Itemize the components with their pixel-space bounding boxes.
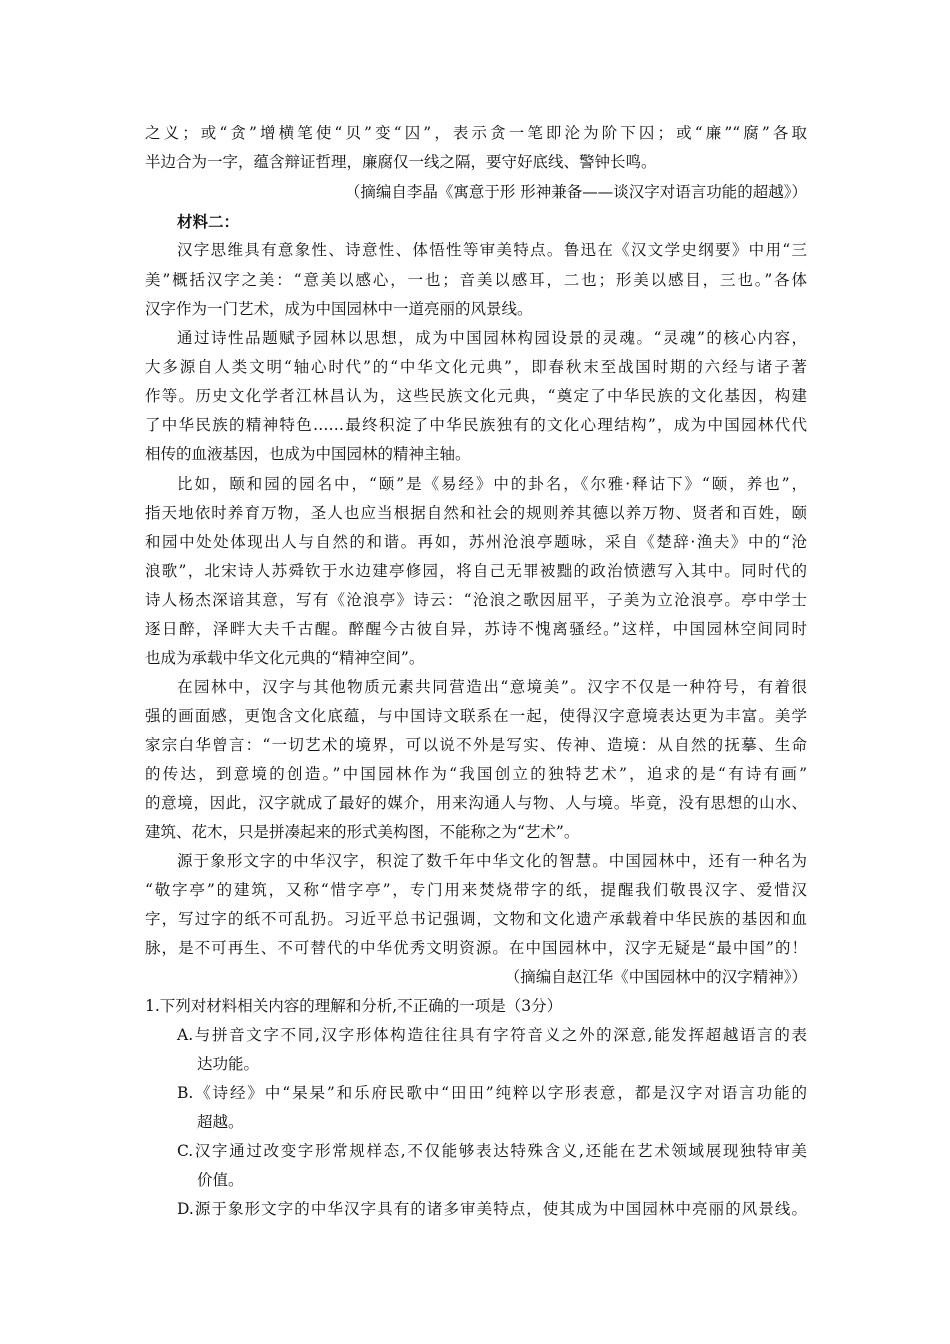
option-b: B.《诗经》中“杲杲”和乐府民歌中“田田”纯粹以字形表意，都是汉字对语言功能的 <box>177 1084 807 1102</box>
option-c: C.汉字通过改变字形常规样态,不仅能够表达特殊含义,还能在艺术领域展现独特审美 <box>177 1142 807 1160</box>
section-heading: 材料二： <box>177 212 240 231</box>
option-d: D.源于象形文字的中华汉字具有的诸多审美特点，使其成为中国园林中亮丽的风景线。 <box>177 1200 807 1218</box>
text-line: 强的画面感，更饱含文化底蕴，与中国诗文联系在一起，使得汉字意境表达更为丰富。美学 <box>145 707 807 725</box>
text-line: 半边合为一字，蕴含辩证哲理，廉腐仅一线之隔，要守好底线、警钟长鸣。 <box>145 153 657 171</box>
text-line: 和园中处处体现出人与自然的和谐。再如，苏州沧浪亭题咏，采自《楚辞·渔夫》中的“沧 <box>145 533 807 551</box>
text-line: 也成为承载中华文化元典的“精神空间”。 <box>145 649 425 667</box>
text-line: 家宗白华曾言：“一切艺术的境界，可以说不外是写实、传神、造境：从自然的抚摹、生命 <box>145 736 807 754</box>
text-line: “敬字亭”的建筑，又称“惜字亭”，专门用来焚烧带字的纸，提醒我们敬畏汉字、爱惜汉 <box>145 881 807 899</box>
option-b-cont: 超越。 <box>197 1113 244 1131</box>
text-line: 源于象形文字的中华汉字，积淀了数千年中华文化的智慧。中国园林中，还有一种名为 <box>177 852 807 870</box>
text-line: 之义；或“贪”增横笔使“贝”变“囚”，表示贪一笔即沦为阶下囚；或“廉”“腐”各取 <box>145 124 807 142</box>
text-line: 指天地依时养育万物，圣人也应当根据自然和社会的规则养其德以养万物、贤者和百姓，颐 <box>145 504 807 522</box>
text-line: 的传达，到意境的创造。”中国园林作为“我国创立的独特艺术”，追求的是“有诗有画” <box>145 765 807 783</box>
text-line: 汉字思维具有意象性、诗意性、体悟性等审美特点。鲁迅在《汉文学史纲要》中用“三 <box>177 241 807 259</box>
source-citation: （摘编自赵江华《中国园林中的汉字精神》） <box>504 968 807 986</box>
text-line: 逐日醉，泽畔大夫千古醒。醉醒今古彼自异，苏诗不愧离骚经。”这样，中国园林空间同时 <box>145 620 807 638</box>
text-line: 相传的血液基因，也成为中国园林的精神主轴。 <box>145 445 471 463</box>
option-c-cont: 价值。 <box>197 1171 244 1189</box>
text-line: 通过诗性品题赋予园林以思想，成为中国园林构园设景的灵魂。“灵魂”的核心内容， <box>177 329 807 347</box>
text-line: 浪歌”，北宋诗人苏舜钦于水边建亭修园，将自己无罪被黜的政治愤懑写入其中。同时代的 <box>145 562 807 580</box>
question-stem: 1.下列对材料相关内容的理解和分析,不正确的一项是（3分） <box>145 997 563 1015</box>
text-line: 诗人杨杰深谙其意，写有《沧浪亭》诗云：“沧浪之歌因屈平，子美为立沧浪亭。亭中学士 <box>145 591 807 609</box>
option-a-cont: 达功能。 <box>197 1055 260 1073</box>
option-a: A.与拼音文字不同,汉字形体构造往往具有字符音义之外的深意,能发挥超越语言的表 <box>177 1026 807 1044</box>
text-line: 的意境，因此，汉字就成了最好的媒介，用来沟通人与物、人与境。毕竟，没有思想的山水、 <box>145 794 807 812</box>
text-line: 比如，颐和园的园名中，“颐”是《易经》中的卦名，《尔雅·释诂下》“颐，养也”， <box>177 475 807 493</box>
text-line: 作等。历史文化学者江林昌认为，这些民族文化元典，“奠定了中华民族的文化基因，构建 <box>145 387 807 405</box>
text-line: 了中华民族的精神特色……最终积淀了中华民族独有的文化心理结构”，成为中国园林代代 <box>145 416 807 434</box>
text-line: 美”概括汉字之美：“意美以感心，一也；音美以感耳，二也；形美以感目，三也。”各体 <box>145 271 807 289</box>
text-line: 大多源自人类文明“轴心时代”的“中华文化元典”，即春秋末至战国时期的六经与诸子著 <box>145 358 807 376</box>
text-line: 汉字作为一门艺术，成为中国园林中一道亮丽的风景线。 <box>145 300 533 318</box>
source-citation: （摘编自李晶《寓意于形 形神兼备——谈汉字对语言功能的超越》） <box>344 183 807 201</box>
text-line: 字，写过字的纸不可乱扔。习近平总书记强调，文物和文化遗产承载着中华民族的基因和血 <box>145 910 807 928</box>
text-line: 脉，是不可再生、不可替代的中华优秀文明资源。在中国园林中，汉字无疑是“最中国”的！ <box>145 939 807 957</box>
text-line: 在园林中，汉字与其他物质元素共同营造出“意境美”。汉字不仅是一种符号，有着很 <box>177 678 807 696</box>
text-line: 建筑、花木，只是拼凑起来的形式美构图，不能称之为“艺术”。 <box>145 823 580 841</box>
